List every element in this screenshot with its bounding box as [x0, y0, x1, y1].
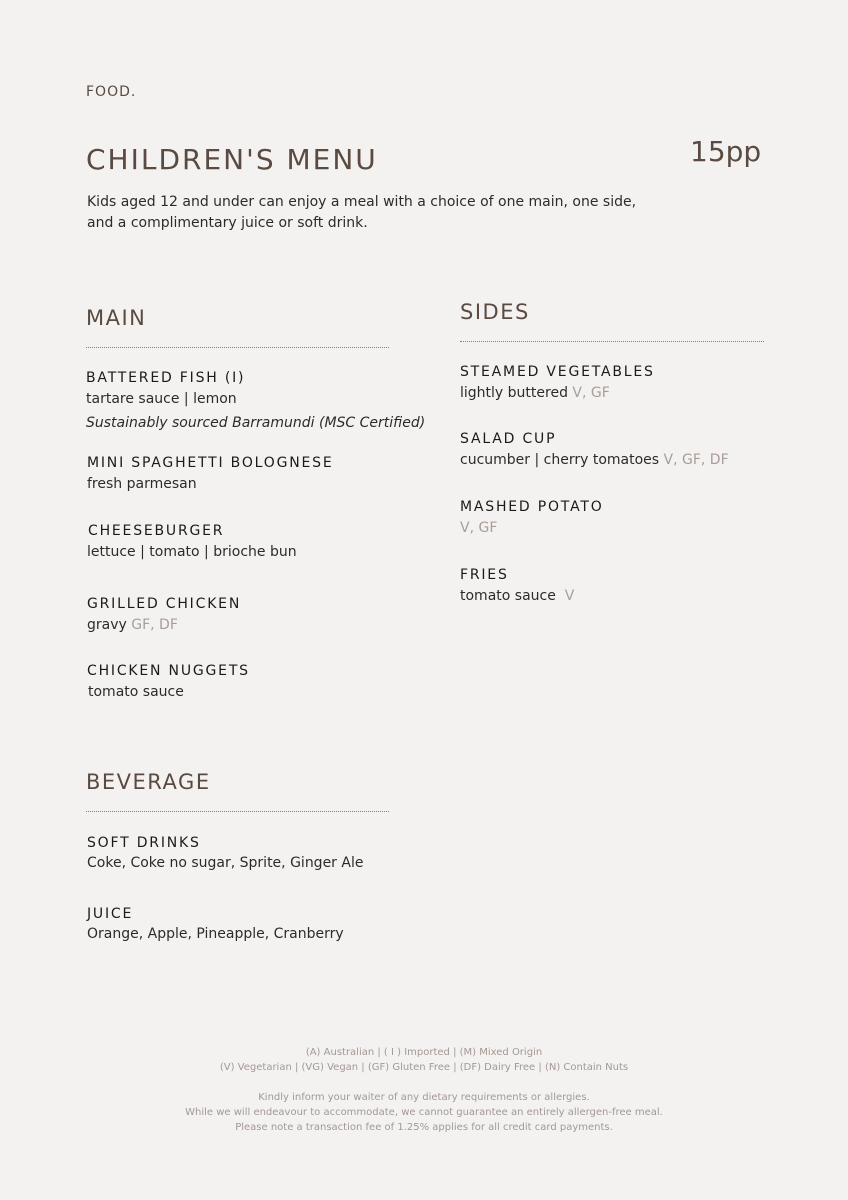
item-name: CHEESEBURGER [88, 523, 225, 539]
item-description-text: gravy [87, 617, 127, 633]
item-name: CHICKEN NUGGETS [87, 663, 250, 679]
card-fee-notice: Please note a transaction fee of 1.25% applies for all credit card payments. [235, 1122, 613, 1133]
sides-divider [460, 341, 764, 342]
item-description: fresh parmesan [87, 476, 197, 492]
menu-item-mashed-potato [460, 499, 604, 536]
footer-legend [0, 1045, 848, 1075]
allergen-disclaimer: While we will endeavour to accommodate, we cannot guarantee an entirely allergen-free meal. [185, 1107, 663, 1118]
beverage-divider [86, 811, 389, 812]
item-description: Orange, Apple, Pineapple, Cranberry [87, 926, 344, 942]
item-name: BATTERED FISH (I) [86, 370, 246, 386]
intro-line: Kids aged 12 and under can enjoy a meal with a choice of one main, one side, [87, 194, 637, 210]
item-name: GRILLED CHICKEN [87, 596, 242, 612]
menu-item-fries [460, 567, 574, 604]
allergy-notice: Kindly inform your waiter of any dietary requirements or allergies. [258, 1092, 590, 1103]
menu-item-battered-fish [86, 370, 425, 431]
menu-item-salad-cup [460, 431, 729, 468]
dietary-tags: V, GF [460, 520, 498, 536]
main-section-title: MAIN [86, 306, 147, 330]
item-name: JUICE [87, 906, 134, 922]
main-divider [86, 347, 389, 348]
item-name: SOFT DRINKS [87, 835, 201, 851]
intro-line: and a complimentary juice or soft drink. [87, 215, 368, 231]
menu-item-steamed-vegetables [460, 364, 655, 401]
dietary-tags: GF, DF [131, 617, 178, 633]
dietary-tags: V [564, 588, 575, 604]
menu-price: 15pp [690, 135, 762, 168]
menu-intro [87, 192, 647, 234]
beverage-section-title: BEVERAGE [86, 770, 211, 794]
item-description-text: tomato sauce [460, 588, 556, 604]
item-description [87, 617, 241, 633]
item-description [460, 385, 655, 401]
menu-item-mini-spaghetti [87, 455, 333, 492]
item-note: Sustainably sourced Barramundi (MSC Certified) [86, 415, 426, 431]
item-name: MASHED POTATO [460, 499, 604, 515]
dietary-tags: V, GF, DF [663, 452, 729, 468]
item-name: FRIES [460, 567, 509, 583]
item-name: MINI SPAGHETTI BOLOGNESE [87, 455, 334, 471]
origin-legend: (A) Australian | ( I ) Imported | (M) Mixed Origin [305, 1047, 543, 1058]
menu-item-grilled-chicken [87, 596, 241, 633]
item-description: lettuce | tomato | brioche bun [87, 544, 297, 560]
menu-item-soft-drinks [87, 835, 363, 871]
dietary-tags: V, GF [572, 385, 610, 401]
item-description: tartare sauce | lemon [86, 391, 237, 407]
dietary-legend: (V) Vegetarian | (VG) Vegan | (GF) Gluten Free | (DF) Dairy Free | (N) Contain Nuts [219, 1062, 629, 1073]
sides-section-title: SIDES [460, 300, 530, 324]
menu-item-chicken-nuggets [87, 663, 250, 700]
item-description: tomato sauce [88, 684, 184, 700]
menu-item-cheeseburger [88, 523, 297, 560]
page-title: CHILDREN'S MENU [86, 143, 378, 176]
menu-item-juice [87, 906, 344, 942]
item-description-text: lightly buttered [460, 385, 568, 401]
item-description [460, 452, 729, 468]
footer-notice [0, 1090, 848, 1135]
item-description-text: cucumber | cherry tomatoes [460, 452, 660, 468]
item-name: SALAD CUP [460, 431, 557, 447]
item-description [460, 588, 574, 604]
section-kicker: FOOD. [86, 84, 137, 100]
item-description: Coke, Coke no sugar, Sprite, Ginger Ale [87, 855, 364, 871]
item-name: STEAMED VEGETABLES [460, 364, 655, 380]
